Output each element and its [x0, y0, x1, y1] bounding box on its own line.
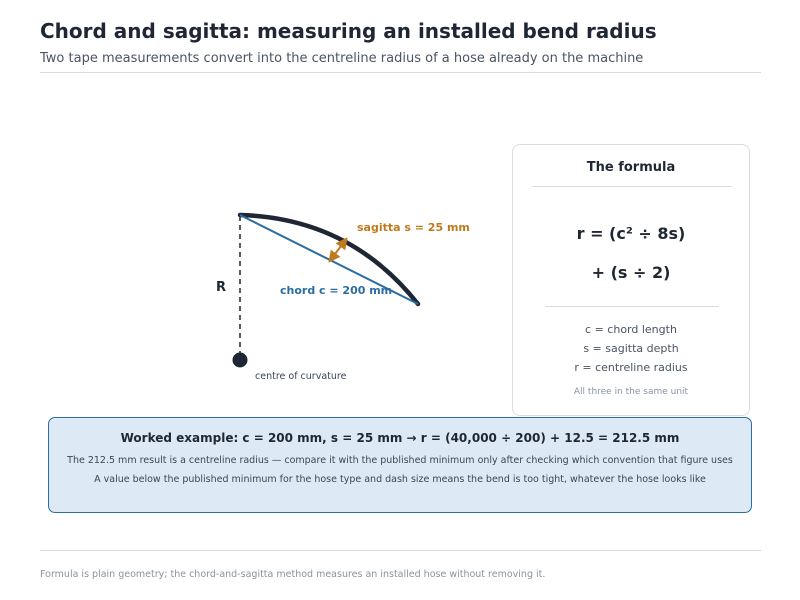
unit-note: All three in the same unit [573, 387, 689, 397]
legend-item-radius: r = centreline radius [574, 361, 688, 374]
formula-line-2: + (s ÷ 2) [591, 263, 671, 282]
formula-card [512, 144, 750, 416]
worked-example-heading: Worked example: c = 200 mm, s = 25 mm → r = (40,000 ÷ 200) + 12.5 = 212.5 mm [120, 431, 680, 445]
page-title: Chord and sagitta: measuring an installed bend radius [40, 19, 657, 43]
sagitta-label: sagitta s = 25 mm [357, 221, 470, 234]
centre-label: centre of curvature [255, 371, 347, 382]
legend-item-sagitta: s = sagitta depth [583, 342, 679, 355]
formula-legend-divider [545, 306, 719, 307]
formula-line-1: r = (c² ÷ 8s) [576, 224, 686, 243]
footer-divider [40, 550, 761, 551]
formula-legend [513, 320, 749, 377]
formula-card-title: The formula [586, 160, 676, 175]
sagitta-arrow [332, 242, 344, 258]
chord-label: chord c = 200 mm [280, 284, 393, 297]
radius-label: R [216, 280, 227, 295]
worked-example-box [48, 417, 752, 513]
worked-example-note-2: A value below the published minimum for the hose type and dash size means the bend is too tight, whatever the hose looks like [94, 474, 706, 485]
footer-note: Formula is plain geometry; the chord-and-sagitta method measures an installed hose without removing it. [40, 569, 546, 580]
legend-item-chord: c = chord length [585, 323, 677, 336]
centre-of-curvature-point [233, 353, 248, 368]
formula-card-divider [533, 186, 731, 187]
worked-example-note-1: The 212.5 mm result is a centreline radius — compare it with the published minimum only after checking which convention that figure uses [67, 455, 733, 466]
page-subtitle: Two tape measurements convert into the centreline radius of a hose already on the machine [40, 51, 644, 66]
